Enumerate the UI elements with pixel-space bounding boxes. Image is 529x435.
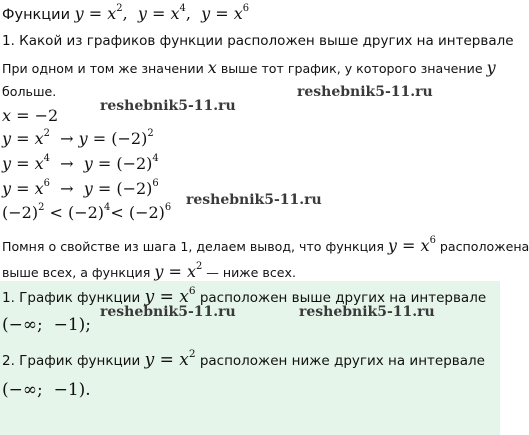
answer2-rest: расположен ниже других на интервале (195, 353, 485, 369)
watermark-4: reshebnik5-11.ru (100, 304, 236, 320)
conclusion-formula-x6: $y = x^6$ (387, 235, 436, 255)
header-line (2, 4, 249, 23)
header-formula: $y = x^2$, $y = x^4$, $y = x^6$ (74, 3, 250, 23)
math-line-x6: $y = x^6 \to y = (-2)^6$ (2, 178, 159, 198)
step1-text-c: больше. (2, 84, 57, 99)
conclusion-text-a: Помня о свойстве из шага 1, делаем вывод, что функция (2, 239, 388, 254)
math-line-x2: $y = x^2 \to y = (-2)^2$ (2, 128, 154, 148)
answer1-interval: (−∞; −1); (2, 315, 91, 335)
math-line-x4: $y = x^4 \to y = (-2)^4$ (2, 153, 159, 173)
answer2-formula: $y = x^2$ (144, 347, 196, 370)
step1-text-a: При одном и том же значении (2, 61, 208, 76)
answer1-text: 1. График функции (2, 290, 145, 306)
header-text: Функции (2, 7, 71, 23)
watermark-2: reshebnik5-11.ru (297, 84, 433, 100)
step1-text-line1 (2, 58, 496, 77)
answer2-text: 2. График функции (2, 353, 145, 369)
watermark-5: reshebnik5-11.ru (299, 304, 435, 320)
answer1-rest: расположен выше других на интервале (195, 290, 487, 306)
answer2-interval: (−∞; −1). (2, 380, 91, 400)
conclusion-formula-x2: $y = x^2$ (154, 261, 203, 281)
watermark-1: reshebnik5-11.ru (100, 98, 236, 114)
answer2-line (2, 347, 485, 370)
step1-text-b: выше тот график, у которого значение (216, 61, 487, 76)
answer1-formula: $y = x^6$ (144, 284, 196, 307)
math-line-x: x = −2 (2, 106, 59, 125)
conclusion-text-c: выше всех, а функция (2, 265, 155, 280)
conclusion-line1 (2, 236, 529, 255)
watermark-3: reshebnik5-11.ru (186, 192, 322, 208)
conclusion-text-b: расположена (435, 239, 529, 254)
var-x: x (207, 58, 217, 77)
var-y: y (486, 58, 496, 77)
step1-heading: 1. Какой из графиков функции расположен выше других на интервале (2, 33, 514, 49)
conclusion-text-d: — ниже всех. (202, 265, 296, 280)
conclusion-line2 (2, 262, 296, 281)
math-line-compare: $(-2)^2 < (-2)^4< (-2)^6$ (2, 202, 172, 222)
